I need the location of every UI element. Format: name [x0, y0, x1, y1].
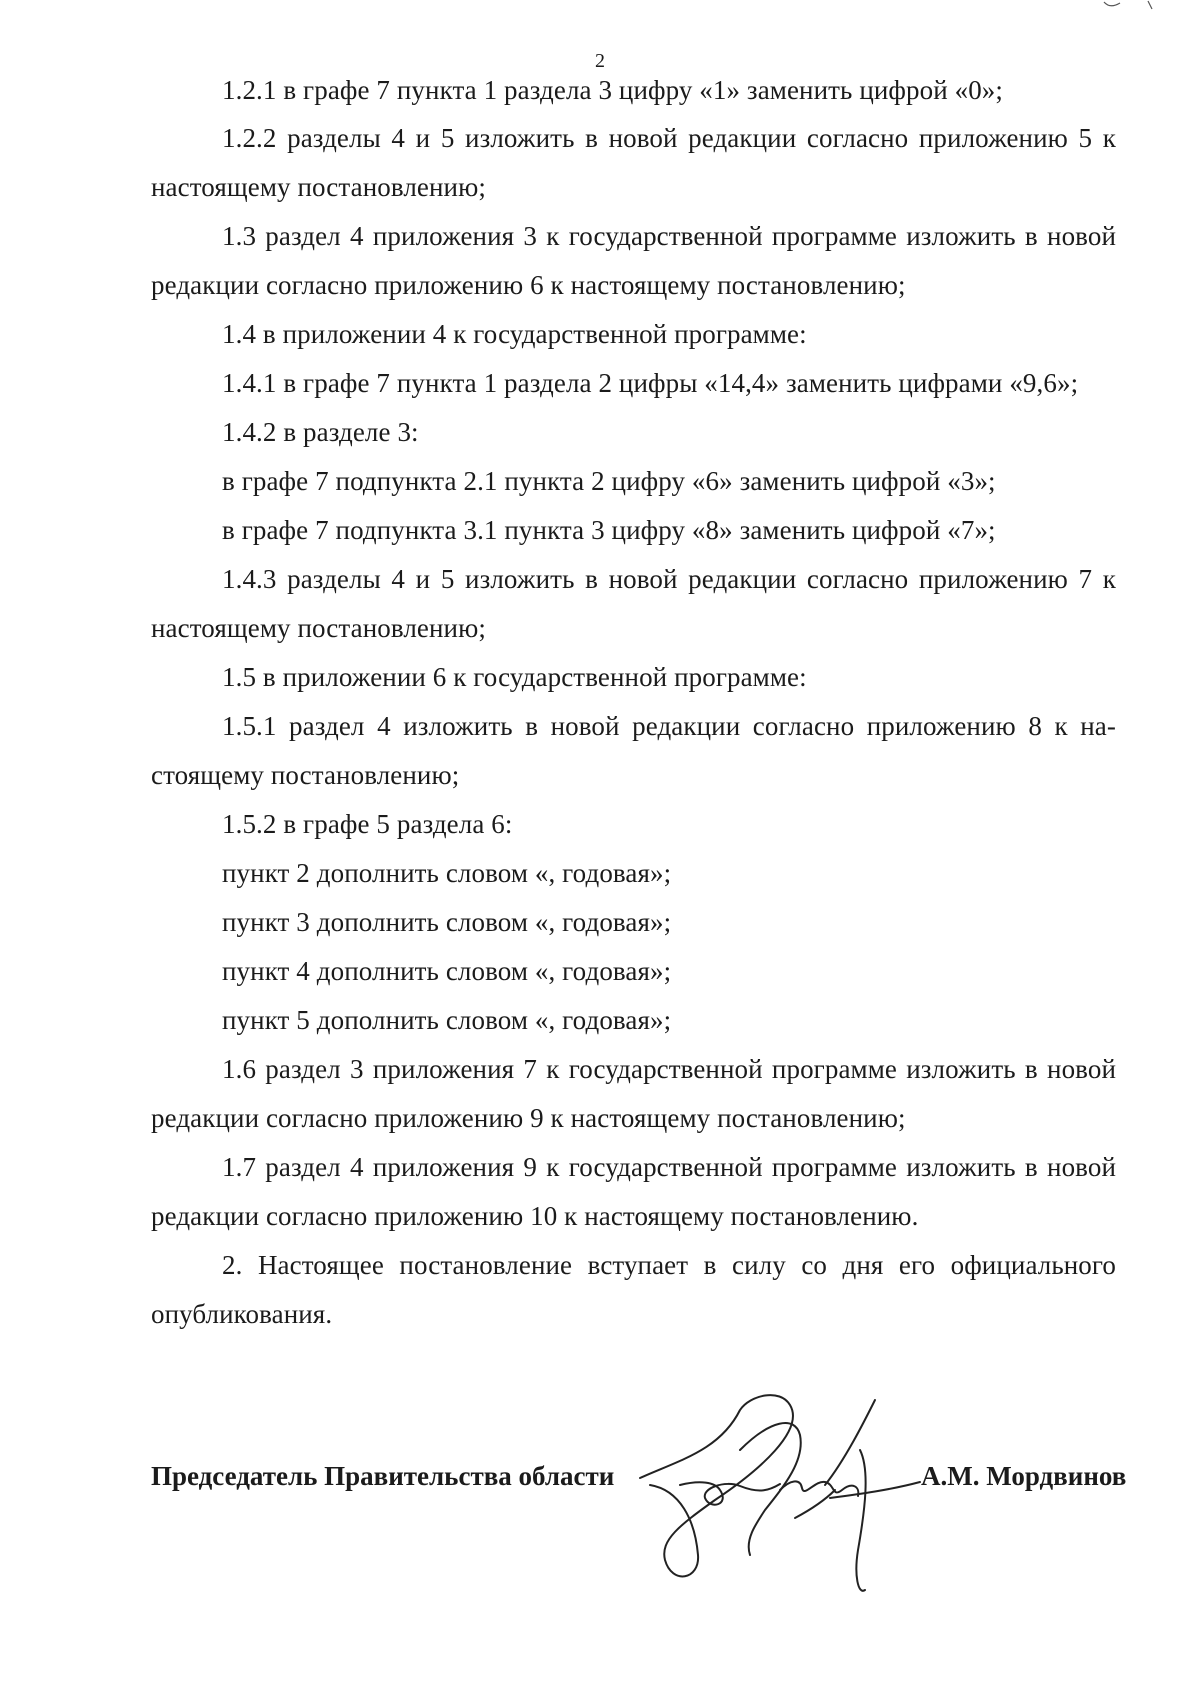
paragraph-line: пункт 2 дополнить словом «, годовая»;	[222, 858, 672, 888]
paragraph-line: редакции согласно приложению 9 к настоящему постановлению;	[151, 1103, 906, 1133]
page-number: 2	[595, 50, 605, 72]
paragraph-line: 1.4.1 в графе 7 пункта 1 раздела 2 цифры «14,4» заменить цифрами «9,6»;	[222, 368, 1079, 398]
paragraph-line: 1.4.2 в разделе 3:	[222, 417, 419, 447]
paragraph-line: настоящему постановлению;	[151, 172, 486, 202]
paragraph-line: 1.4.3 разделы 4 и 5 изложить в новой редакции согласно приложению 7 к	[222, 564, 1116, 594]
scan-corner-mark	[1100, 0, 1160, 12]
paragraph-line: редакции согласно приложению 6 к настоящему постановлению;	[151, 270, 906, 300]
paragraph-line: стоящему постановлению;	[151, 760, 460, 790]
paragraph-line: 1.7 раздел 4 приложения 9 к государственной программе изложить в новой	[222, 1152, 1116, 1182]
paragraph-line: пункт 5 дополнить словом «, годовая»;	[222, 1005, 672, 1035]
paragraph-line: редакции согласно приложению 10 к настоящему постановлению.	[151, 1201, 919, 1231]
paragraph-line: 1.4 в приложении 4 к государственной программе:	[222, 319, 807, 349]
handwritten-signature	[620, 1390, 960, 1650]
paragraph-line: пункт 4 дополнить словом «, годовая»;	[222, 956, 672, 986]
paragraph-line: пункт 3 дополнить словом «, годовая»;	[222, 907, 672, 937]
paragraph-line: 1.2.2 разделы 4 и 5 изложить в новой редакции согласно приложению 5 к	[222, 123, 1116, 153]
paragraph-line: 1.6 раздел 3 приложения 7 к государственной программе изложить в новой	[222, 1054, 1116, 1084]
paragraph-line: 1.5 в приложении 6 к государственной программе:	[222, 662, 807, 692]
paragraph-line: в графе 7 подпункта 2.1 пункта 2 цифру «6» заменить цифрой «3»;	[222, 466, 996, 496]
paragraph-line: 1.3 раздел 4 приложения 3 к государственной программе изложить в новой	[222, 221, 1116, 251]
paragraph-line: опубликования.	[151, 1299, 333, 1329]
signatory-name: А.М. Мордвинов	[921, 1461, 1127, 1491]
signatory-title: Председатель Правительства области	[151, 1461, 615, 1491]
paragraph-line: 1.5.2 в графе 5 раздела 6:	[222, 809, 513, 839]
paragraph-line: 1.5.1 раздел 4 изложить в новой редакции согласно приложению 8 к на-	[222, 711, 1116, 741]
paragraph-line: 2. Настоящее постановление вступает в силу со дня его официального	[222, 1250, 1116, 1280]
paragraph-line: в графе 7 подпункта 3.1 пункта 3 цифру «8» заменить цифрой «7»;	[222, 515, 996, 545]
paragraph-line: настоящему постановлению;	[151, 613, 486, 643]
paragraph-line: 1.2.1 в графе 7 пункта 1 раздела 3 цифру «1» заменить цифрой «0»;	[222, 75, 1004, 105]
